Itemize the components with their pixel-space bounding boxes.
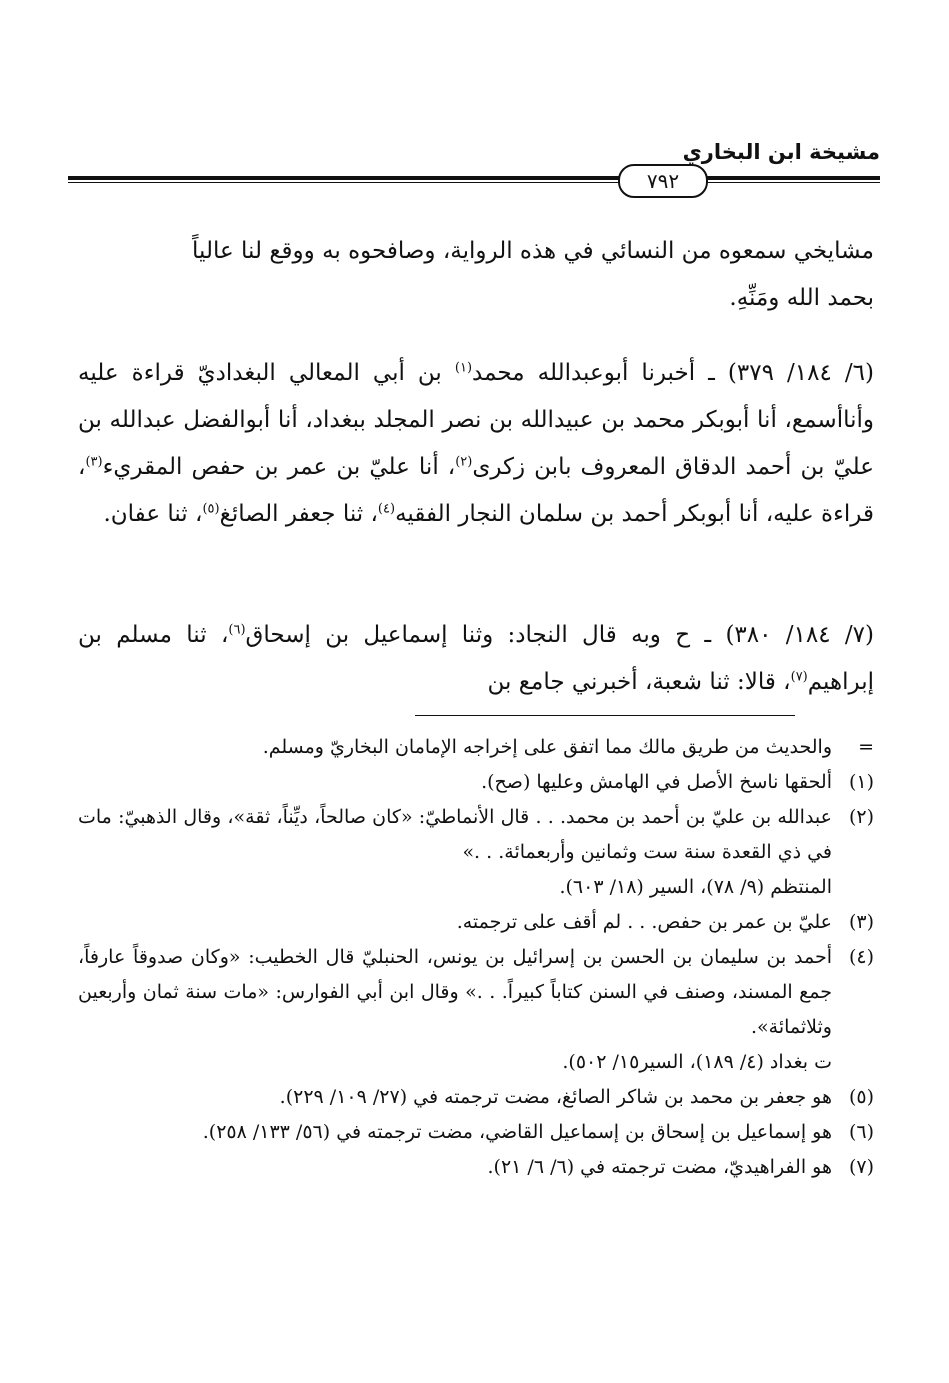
footnote-line: أحمد بن سليمان بن الحسن بن إسرائيل بن يونس، الحنبليّ قال الخطيب: «وكان صدوقاً عارفاً، جمع المسند، وصنف في السنن كتاباً كبيراً. . .» وقال ابن أبي الفوارس: «مات سنة ثمان وأربعين وثلاثمائة». [78,946,832,1038]
hadith-379-text-2: بن أبي المعالي البغداديّ قراءة عليه وأناأسمع، أنا أبوبكر محمد بن عبيدالله بن نصر المجلد ببغداد، أنا أبوالفضل عبدالله بن عليّ بن أحمد الدقاق المعروف بابن زكرى [78,360,874,480]
footnote-2 [78,800,874,905]
footnote-number: = [858,736,874,758]
intro-paragraph [78,228,874,322]
footnote-ref-1: (١) [454,360,473,376]
footnote-line: والحديث من طريق مالك مما اتفق على إخراجه الإمامان البخاريّ ومسلم. [262,736,832,758]
footnote-ref-4: (٤) [377,501,396,517]
book-title: مشيخة ابن البخاري [682,140,880,164]
footnote-line: هو الفراهيديّ، مضت ترجمته في (٦/ ٦/ ٢١). [487,1156,832,1178]
intro-line-1: مشايخي سمعوه من النسائي في هذه الرواية، وصافحوه به ووقع لنا عالياً [192,238,874,264]
hadith-380-text-1: (٧/ ١٨٤/ ٣٨٠) ـ ح وبه قال النجاد: وثنا إسماعيل بن إسحاق [245,622,875,648]
footnote-line: عليّ بن عمر بن حفص. . . لم أقف على ترجمته. [456,911,832,933]
intro-line-2: بحمد الله ومَنِّهِ. [729,285,874,311]
footnote-line: هو جعفر بن محمد بن شاكر الصائغ، مضت ترجمته في (٢٧/ ١٠٩/ ٢٢٩). [279,1086,832,1108]
hadith-379-text-1: (٦/ ١٨٤/ ٣٧٩) ـ أخبرنا أبوعبدالله محمد [472,360,875,386]
footnote-ref-7: (٧) [790,669,808,685]
header-rule-left [68,176,620,180]
hadith-380-paragraph [78,612,874,706]
footnote-6 [78,1115,874,1150]
footnotes [78,730,874,1185]
footnote-number: (٧) [848,1156,874,1178]
footnote-5 [78,1080,874,1115]
footnote-number: (٢) [848,806,874,828]
hadith-379-paragraph [78,350,874,538]
footnote-separator [415,715,795,716]
hadith-379-text-3: ، أنا عليّ بن عمر بن حفص المقريء [102,454,456,480]
footnote-4 [78,940,874,1080]
hadith-379-text-5: ، ثنا جعفر الصائغ [219,501,378,527]
footnote-line: ألحقها ناسخ الأصل في الهامش وعليها (صح). [481,771,832,793]
page-header [68,140,880,200]
hadith-379-text-4: ، قراءة عليه، أنا أبوبكر أحمد بن سلمان النجار الفقيه [78,454,874,527]
footnote-continued [78,730,874,765]
header-rule-right [704,176,880,180]
header-rule-thin [68,182,880,183]
footnote-7 [78,1150,874,1185]
footnote-number: (١) [848,771,874,793]
hadith-379-text-6: ، ثنا عفان. [103,501,203,527]
footnote-line: المنتظم (٩/ ٧٨)، السير (١٨/ ٦٠٣). [559,876,832,898]
footnote-ref-5: (٥) [202,501,220,517]
footnote-line: عبدالله بن عليّ بن أحمد بن محمد. . . قال الأنماطيّ: «كان صالحاً، ديِّناً، ثقة»، وقال الذهبيّ: مات في ذي القعدة سنة ست وثمانين وأربعمائة. . .» [78,806,832,863]
footnote-ref-3: (٣) [85,454,103,470]
page-number: ٧٩٢ [618,164,708,198]
footnote-1 [78,765,874,800]
footnote-line: ت بغداد (٤/ ١٨٩)، السير١٥/ ٥٠٢). [562,1051,832,1073]
footnote-3 [78,905,874,940]
footnote-number: (٣) [848,911,874,933]
footnote-ref-2: (٢) [455,454,473,470]
footnote-ref-6: (٦) [228,622,246,638]
hadith-380-text-3: ، قالا: ثنا شعبة، أخبرني جامع بن [487,669,791,695]
footnote-number: (٦) [848,1121,874,1143]
hadith-380-text-2: ، ثنا مسلم بن إبراهيم [78,622,874,695]
footnote-number: (٤) [848,946,874,968]
footnote-number: (٥) [848,1086,874,1108]
footnote-line: هو إسماعيل بن إسحاق بن إسماعيل القاضي، مضت ترجمته في (٥٦/ ١٣٣/ ٢٥٨). [202,1121,832,1143]
